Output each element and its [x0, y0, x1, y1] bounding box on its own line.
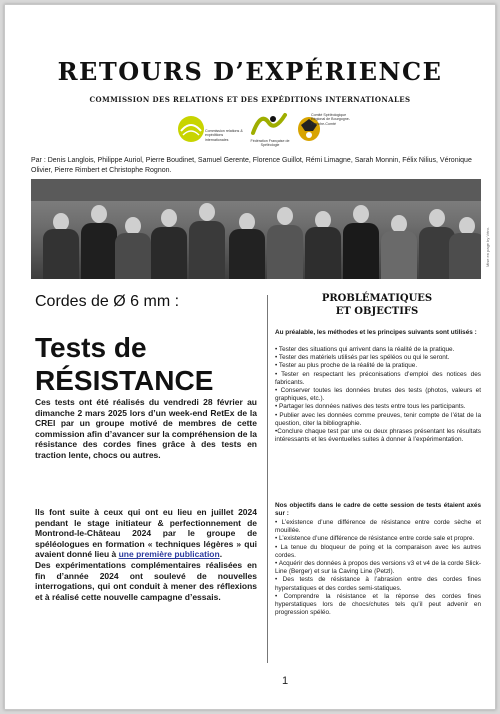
authors-line: Par : Denis Langlois, Philippe Auriol, Pierre Boudinet, Samuel Gerente, Florence Guillot, Rémi Limagne, Sarah Monnin, Félix Nilius, Véronique Olivier, Pierre Rimbert et Christophe Rognon. [31, 157, 472, 174]
methods-intro: Au préalable, les méthodes et les principes suivants sont utilisés : [275, 329, 477, 336]
cds-logo [297, 109, 359, 147]
photo-credit: Mise en page by Véro. [485, 226, 490, 267]
list-item: • Comprendre la résistance et la réponse des cordes fines hyperstatiques lors de chocs/chutes tels qu’il peut advenir en progression spéléo. [275, 592, 481, 617]
page [4, 4, 496, 710]
objectives-intro: Nos objectifs dans le cadre de cette session de tests étaient axés sur : [275, 502, 481, 518]
list-item: •Conclure chaque test par une ou deux phrases présentant les résultats intéressants et les éventuelles suites à donner à l’expérimentation. [275, 428, 481, 444]
photo-person [265, 203, 305, 279]
cds-logo-caption: Comité Spéléologique Régional de Bourgogne-Franche-Comté [311, 113, 350, 126]
list-item: • Tester en respectant les préconisations d’emploi des notices des fabricants. [275, 370, 481, 386]
article-title-line1: Tests de [35, 332, 147, 363]
photo-person [379, 211, 419, 279]
context-paragraphs [35, 507, 257, 602]
list-item: • Partager les données natives des tests entre tous les participants. [275, 403, 466, 411]
context-text: Ils font suite à ceux qui ont eu lieu en juillet 2024 pendant le stage initiateur & perfectionnement de Montrond-le-Château 2024 par le groupe de spéléologues en formation « techniques légères » qui avaient donné lieu à [35, 507, 257, 560]
photo-person [227, 209, 267, 279]
list-item: • Acquérir des données à propos des versions v3 et v4 de la corde Slick-Line (Berger) et sur la Caving Line (Petzl). [275, 560, 481, 576]
objectives-list [275, 519, 481, 617]
ffs-logo-caption: Fédération Française de Spéléologie [250, 139, 290, 148]
intro-paragraph: Ces tests ont été réalisés du vendredi 28 février au dimanche 2 mars 2025 lors d’un week-end RetEx de la CREI par un groupe motivé de membres de cette commission afin d’avancer sur la compréhension de la résistance des cordes fines grâce à des tests en traction lente, chocs ou autres. [35, 397, 257, 460]
page-subtitle: COMMISSION DES RELATIONS ET DES EXPÉDITIONS INTERNATIONALES [89, 95, 411, 104]
photo-person [41, 207, 81, 279]
photo-person [303, 207, 343, 279]
list-item: • L’existence d’une différence de résistance entre corde sale et propre. [275, 535, 475, 543]
context-text-end: . [219, 549, 223, 560]
section-heading [277, 293, 477, 318]
photo-person [187, 199, 227, 279]
crei-logo [177, 109, 241, 147]
photo-person [149, 205, 189, 279]
photo-person [113, 213, 153, 279]
first-publication-link[interactable]: une première publication [118, 549, 220, 560]
rope-diameter-title: Cordes de Ø 6 mm : [35, 293, 180, 310]
list-item: • Publier avec les données comme preuves, tenir compte de l’état de la question, citer la bibliographie. [275, 411, 481, 427]
ffs-logo [243, 109, 293, 147]
article-title-line2: RÉSISTANCE [35, 365, 214, 396]
page-number: 1 [281, 675, 289, 687]
group-photo [31, 179, 481, 279]
context-paragraph [35, 507, 257, 560]
photo-person [341, 201, 381, 279]
list-item: • L’existence d’une différence de résistance entre corde sèche et mouillée. [275, 519, 481, 535]
list-item: • Conserver toutes les données brutes des tests (photos, valeurs et graphiques, etc.). [275, 387, 481, 403]
section-heading-line2: ET OBJECTIFS [335, 305, 419, 317]
experiments-paragraph: Des expérimentations complémentaires réalisées en fin d’année 2024 ont soulevé de nouvelles interrogations, qui ont conduit à mener des réflexions et à réalisé cette nouvelle campagne d’essais. [35, 559, 257, 602]
list-item: • Tester des situations qui arrivent dans la réalité de la pratique. [275, 346, 455, 353]
list-item: • Tester des matériels utilisés par les spéléos ou qui le seront. [275, 354, 450, 362]
article-title [35, 331, 213, 397]
section-heading-line1: PROBLÉMATIQUES [321, 293, 433, 304]
photo-roof [31, 179, 481, 201]
ffs-logo-icon [243, 109, 293, 139]
photo-person [447, 213, 481, 279]
list-item: • Des tests de résistance à l’abrasion entre des cordes fines hyperstatiques et des cordes semi-statiques. [275, 576, 481, 592]
page-title: RETOURS D’EXPÉRIENCE [57, 57, 443, 86]
list-item: • Tester au plus proche de la réalité de la pratique. [275, 362, 418, 370]
list-item: • La tenue du bloqueur de poing et la comparaison avec les autres cordes. [275, 543, 481, 559]
crei-logo-caption: Commission relations & expéditions internationales [205, 129, 243, 142]
methods-list [275, 346, 481, 444]
column-divider [267, 295, 268, 663]
